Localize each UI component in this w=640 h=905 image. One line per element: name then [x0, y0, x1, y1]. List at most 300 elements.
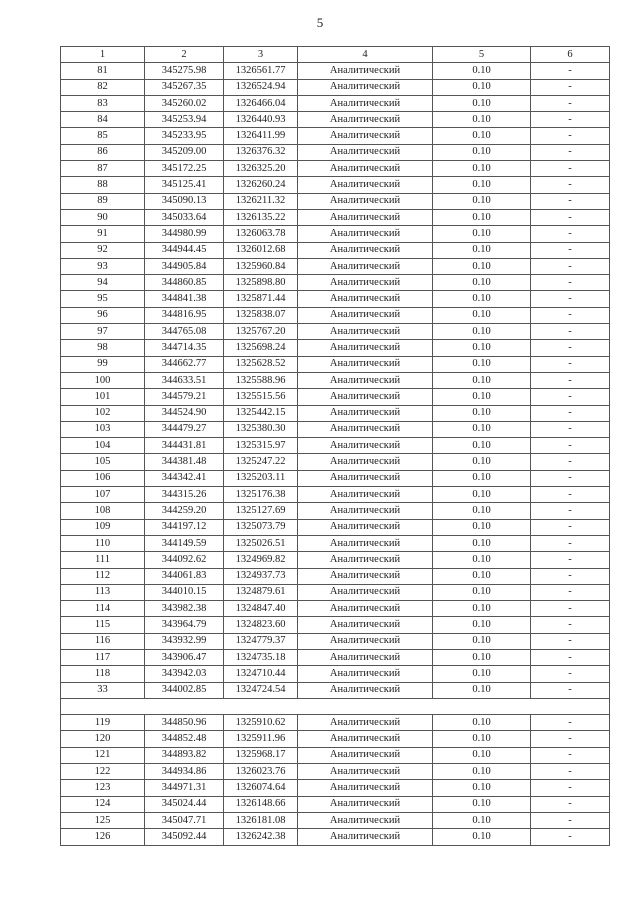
table-cell: - [531, 519, 610, 535]
table-cell: - [531, 372, 610, 388]
table-body [61, 47, 610, 846]
table-cell: 344315.26 [145, 487, 224, 503]
table-cell: Аналитический [298, 780, 433, 796]
table-cell: Аналитический [298, 487, 433, 503]
table-cell: 344944.45 [145, 242, 224, 258]
table-cell: - [531, 666, 610, 682]
table-cell: 0.10 [433, 682, 531, 698]
table-cell: 1325698.24 [224, 340, 298, 356]
table-cell: 112 [61, 568, 145, 584]
table-cell: Аналитический [298, 95, 433, 111]
table-row [61, 226, 610, 242]
table-cell: 0.10 [433, 584, 531, 600]
table-cell: 124 [61, 796, 145, 812]
separator-cell [61, 698, 610, 714]
table-cell: 114 [61, 601, 145, 617]
table-cell: 0.10 [433, 568, 531, 584]
table-cell: Аналитический [298, 193, 433, 209]
table-cell: 126 [61, 829, 145, 845]
table-cell: 345260.02 [145, 95, 224, 111]
table-cell: 1325380.30 [224, 421, 298, 437]
table-cell: 1325515.56 [224, 389, 298, 405]
table-cell: 0.10 [433, 144, 531, 160]
table-cell: 1324735.18 [224, 649, 298, 665]
table-row [61, 470, 610, 486]
table-cell: - [531, 584, 610, 600]
table-cell: Аналитический [298, 682, 433, 698]
table-row [61, 356, 610, 372]
table-cell: Аналитический [298, 796, 433, 812]
table-cell: 344905.84 [145, 258, 224, 274]
table-cell: 0.10 [433, 209, 531, 225]
table-row [61, 649, 610, 665]
table-row [61, 63, 610, 79]
table-cell: 1325911.96 [224, 731, 298, 747]
table-cell: 1326211.32 [224, 193, 298, 209]
table-cell: Аналитический [298, 177, 433, 193]
table-cell: 0.10 [433, 747, 531, 763]
table-cell: 1324879.61 [224, 584, 298, 600]
table-row [61, 144, 610, 160]
table-cell: 121 [61, 747, 145, 763]
table-cell: 0.10 [433, 193, 531, 209]
table-cell: Аналитический [298, 731, 433, 747]
table-cell: - [531, 829, 610, 845]
table-cell: 110 [61, 535, 145, 551]
table-cell: 1324779.37 [224, 633, 298, 649]
table-cell: 0.10 [433, 79, 531, 95]
table-cell: - [531, 568, 610, 584]
table-row [61, 487, 610, 503]
table-cell: Аналитический [298, 470, 433, 486]
table-cell: 1325767.20 [224, 324, 298, 340]
table-cell: Аналитический [298, 633, 433, 649]
table-cell: 345090.13 [145, 193, 224, 209]
table-cell: 0.10 [433, 177, 531, 193]
table-cell: 117 [61, 649, 145, 665]
table-cell: 344479.27 [145, 421, 224, 437]
table-cell: 0.10 [433, 780, 531, 796]
column-header: 1 [61, 47, 145, 63]
table-cell: 343906.47 [145, 649, 224, 665]
table-cell: Аналитический [298, 112, 433, 128]
table-cell: 85 [61, 128, 145, 144]
table-cell: 1326063.78 [224, 226, 298, 242]
table-cell: 0.10 [433, 796, 531, 812]
table-cell: 344431.81 [145, 438, 224, 454]
table-cell: 344934.86 [145, 764, 224, 780]
table-cell: 1325315.97 [224, 438, 298, 454]
table-cell: 101 [61, 389, 145, 405]
table-cell: 1325910.62 [224, 715, 298, 731]
table-cell: 118 [61, 666, 145, 682]
table-cell: 344893.82 [145, 747, 224, 763]
column-header: 4 [298, 47, 433, 63]
table-row [61, 242, 610, 258]
table-cell: 0.10 [433, 63, 531, 79]
table-cell: 0.10 [433, 226, 531, 242]
table-cell: 1324937.73 [224, 568, 298, 584]
table-cell: - [531, 177, 610, 193]
table-cell: 83 [61, 95, 145, 111]
table-cell: 0.10 [433, 405, 531, 421]
column-header: 5 [433, 47, 531, 63]
table-row [61, 438, 610, 454]
table-cell: 345233.95 [145, 128, 224, 144]
table-cell: Аналитический [298, 666, 433, 682]
table-cell: 345209.00 [145, 144, 224, 160]
table-cell: - [531, 79, 610, 95]
table-cell: 94 [61, 275, 145, 291]
table-cell: 344971.31 [145, 780, 224, 796]
table-cell: 0.10 [433, 372, 531, 388]
table-cell: 0.10 [433, 470, 531, 486]
table-cell: 104 [61, 438, 145, 454]
table-cell: 0.10 [433, 258, 531, 274]
table-cell: Аналитический [298, 79, 433, 95]
table-row [61, 601, 610, 617]
table-cell: Аналитический [298, 161, 433, 177]
table-cell: 81 [61, 63, 145, 79]
table-cell: 1326325.20 [224, 161, 298, 177]
table-cell: Аналитический [298, 715, 433, 731]
table-cell: 344662.77 [145, 356, 224, 372]
table-cell: Аналитический [298, 324, 433, 340]
table-cell: 343964.79 [145, 617, 224, 633]
table-cell: 344816.95 [145, 307, 224, 323]
table-cell: 1325960.84 [224, 258, 298, 274]
column-header: 6 [531, 47, 610, 63]
table-cell: - [531, 601, 610, 617]
table-cell: - [531, 764, 610, 780]
table-cell: - [531, 421, 610, 437]
table-cell: 100 [61, 372, 145, 388]
table-cell: Аналитический [298, 601, 433, 617]
table-cell: 91 [61, 226, 145, 242]
table-cell: 0.10 [433, 128, 531, 144]
table-cell: - [531, 193, 610, 209]
table-cell: 1326440.93 [224, 112, 298, 128]
table-row [61, 715, 610, 731]
table-cell: 1326561.77 [224, 63, 298, 79]
table-cell: 345172.25 [145, 161, 224, 177]
table-cell: 123 [61, 780, 145, 796]
table-cell: 93 [61, 258, 145, 274]
table-row [61, 535, 610, 551]
table-row [61, 79, 610, 95]
table-cell: 105 [61, 454, 145, 470]
table-cell: 107 [61, 487, 145, 503]
table-cell: 0.10 [433, 324, 531, 340]
table-cell: 344852.48 [145, 731, 224, 747]
table-row [61, 682, 610, 698]
table-cell: - [531, 682, 610, 698]
table-row [61, 812, 610, 828]
table-cell: 345267.35 [145, 79, 224, 95]
table-cell: 0.10 [433, 617, 531, 633]
table-cell: 98 [61, 340, 145, 356]
column-header: 2 [145, 47, 224, 63]
table-cell: - [531, 812, 610, 828]
table-cell: 99 [61, 356, 145, 372]
table-cell: Аналитический [298, 617, 433, 633]
table-cell: 33 [61, 682, 145, 698]
table-cell: 0.10 [433, 242, 531, 258]
table-cell: 116 [61, 633, 145, 649]
table-row [61, 128, 610, 144]
table-row [61, 552, 610, 568]
table-cell: - [531, 715, 610, 731]
table-cell: - [531, 796, 610, 812]
table-cell: 1326466.04 [224, 95, 298, 111]
table-row [61, 421, 610, 437]
table-separator-row [61, 698, 610, 714]
table-cell: 0.10 [433, 601, 531, 617]
table-cell: 344197.12 [145, 519, 224, 535]
table-row [61, 454, 610, 470]
table-cell: 1325203.11 [224, 470, 298, 486]
table-cell: 344381.48 [145, 454, 224, 470]
table-cell: 106 [61, 470, 145, 486]
table-row [61, 584, 610, 600]
table-cell: - [531, 242, 610, 258]
table-cell: Аналитический [298, 307, 433, 323]
table-cell: 89 [61, 193, 145, 209]
table-row [61, 503, 610, 519]
table-cell: 343942.03 [145, 666, 224, 682]
table-cell: - [531, 63, 610, 79]
table-cell: 343932.99 [145, 633, 224, 649]
table-cell: 88 [61, 177, 145, 193]
table-row [61, 324, 610, 340]
table-cell: 0.10 [433, 535, 531, 551]
table-cell: 1325026.51 [224, 535, 298, 551]
table-cell: 1326023.76 [224, 764, 298, 780]
table-cell: 122 [61, 764, 145, 780]
table-cell: Аналитический [298, 226, 433, 242]
table-row [61, 340, 610, 356]
table-row [61, 258, 610, 274]
table-cell: 1325247.22 [224, 454, 298, 470]
table-cell: Аналитический [298, 552, 433, 568]
table-cell: 344002.85 [145, 682, 224, 698]
table-cell: 0.10 [433, 731, 531, 747]
table-cell: 0.10 [433, 340, 531, 356]
table-cell: 1324724.54 [224, 682, 298, 698]
table-cell: - [531, 161, 610, 177]
table-row [61, 95, 610, 111]
table-cell: - [531, 405, 610, 421]
table-cell: 119 [61, 715, 145, 731]
table-cell: - [531, 291, 610, 307]
table-cell: 0.10 [433, 552, 531, 568]
table-cell: - [531, 470, 610, 486]
table-cell: - [531, 747, 610, 763]
table-cell: 344765.08 [145, 324, 224, 340]
table-cell: Аналитический [298, 144, 433, 160]
table-cell: 1325898.80 [224, 275, 298, 291]
table-cell: 1325073.79 [224, 519, 298, 535]
table-cell: - [531, 780, 610, 796]
table-cell: 87 [61, 161, 145, 177]
table-cell: 111 [61, 552, 145, 568]
table-cell: 344579.21 [145, 389, 224, 405]
table-cell: - [531, 356, 610, 372]
table-cell: 103 [61, 421, 145, 437]
table-cell: 120 [61, 731, 145, 747]
table-row [61, 519, 610, 535]
table-cell: Аналитический [298, 209, 433, 225]
table-row [61, 731, 610, 747]
table-cell: - [531, 275, 610, 291]
table-row [61, 161, 610, 177]
table-cell: 0.10 [433, 161, 531, 177]
table-cell: Аналитический [298, 584, 433, 600]
table-cell: Аналитический [298, 568, 433, 584]
table-row [61, 747, 610, 763]
table-cell: 0.10 [433, 829, 531, 845]
table-cell: Аналитический [298, 829, 433, 845]
table-cell: Аналитический [298, 812, 433, 828]
table-cell: - [531, 209, 610, 225]
table-cell: - [531, 633, 610, 649]
table-cell: 344342.41 [145, 470, 224, 486]
table-cell: 86 [61, 144, 145, 160]
table-cell: 344850.96 [145, 715, 224, 731]
table-cell: 1326411.99 [224, 128, 298, 144]
table-cell: 102 [61, 405, 145, 421]
table-cell: - [531, 649, 610, 665]
table-cell: Аналитический [298, 63, 433, 79]
table-cell: - [531, 454, 610, 470]
table-cell: 1326135.22 [224, 209, 298, 225]
table-cell: - [531, 340, 610, 356]
table-cell: 1324847.40 [224, 601, 298, 617]
table-cell: 1325968.17 [224, 747, 298, 763]
table-cell: 0.10 [433, 438, 531, 454]
table-cell: 115 [61, 617, 145, 633]
table-cell: 1326260.24 [224, 177, 298, 193]
table-cell: 345125.41 [145, 177, 224, 193]
table-cell: 344524.90 [145, 405, 224, 421]
table-cell: 96 [61, 307, 145, 323]
table-cell: - [531, 128, 610, 144]
table-cell: Аналитический [298, 258, 433, 274]
table-cell: Аналитический [298, 356, 433, 372]
table-cell: - [531, 258, 610, 274]
table-cell: 0.10 [433, 487, 531, 503]
table-cell: 1324823.60 [224, 617, 298, 633]
table-cell: Аналитический [298, 275, 433, 291]
table-cell: Аналитический [298, 421, 433, 437]
table-cell: 344860.85 [145, 275, 224, 291]
table-cell: 0.10 [433, 454, 531, 470]
table-cell: 0.10 [433, 764, 531, 780]
table-cell: 0.10 [433, 812, 531, 828]
table-cell: 345033.64 [145, 209, 224, 225]
table-cell: - [531, 731, 610, 747]
table-cell: 0.10 [433, 421, 531, 437]
table-cell: 1326012.68 [224, 242, 298, 258]
table-cell: 0.10 [433, 633, 531, 649]
table-cell: 0.10 [433, 389, 531, 405]
table-row [61, 796, 610, 812]
table-cell: - [531, 95, 610, 111]
table-cell: 92 [61, 242, 145, 258]
table-cell: - [531, 389, 610, 405]
table-cell: 0.10 [433, 307, 531, 323]
table-cell: 97 [61, 324, 145, 340]
table-cell: - [531, 535, 610, 551]
table-cell: Аналитический [298, 535, 433, 551]
table-cell: 1326148.66 [224, 796, 298, 812]
table-row [61, 666, 610, 682]
table-row [61, 829, 610, 845]
table-cell: 1325176.38 [224, 487, 298, 503]
table-row [61, 372, 610, 388]
table-cell: 0.10 [433, 95, 531, 111]
table-row [61, 405, 610, 421]
table-cell: 0.10 [433, 519, 531, 535]
table-cell: 1326242.38 [224, 829, 298, 845]
table-cell: 344633.51 [145, 372, 224, 388]
table-cell: Аналитический [298, 764, 433, 780]
table-row [61, 780, 610, 796]
table-cell: 108 [61, 503, 145, 519]
table-cell: 84 [61, 112, 145, 128]
table-cell: 1326524.94 [224, 79, 298, 95]
table-cell: Аналитический [298, 389, 433, 405]
table-row [61, 764, 610, 780]
table-cell: 345024.44 [145, 796, 224, 812]
table-cell: 90 [61, 209, 145, 225]
table-cell: Аналитический [298, 405, 433, 421]
table-cell: 344092.62 [145, 552, 224, 568]
table-cell: Аналитический [298, 503, 433, 519]
table-cell: 345092.44 [145, 829, 224, 845]
table-header-row [61, 47, 610, 63]
table-cell: - [531, 487, 610, 503]
table-cell: 345047.71 [145, 812, 224, 828]
table-row [61, 617, 610, 633]
table-cell: 0.10 [433, 291, 531, 307]
table-cell: Аналитический [298, 340, 433, 356]
table-cell: Аналитический [298, 649, 433, 665]
table-cell: 345253.94 [145, 112, 224, 128]
table-cell: 125 [61, 812, 145, 828]
table-cell: 1324969.82 [224, 552, 298, 568]
table-cell: Аналитический [298, 372, 433, 388]
table-cell: Аналитический [298, 454, 433, 470]
table-cell: - [531, 324, 610, 340]
table-cell: 1325127.69 [224, 503, 298, 519]
table-cell: 0.10 [433, 666, 531, 682]
table-cell: 343982.38 [145, 601, 224, 617]
table-cell: 109 [61, 519, 145, 535]
table-cell: 82 [61, 79, 145, 95]
table-cell: 344149.59 [145, 535, 224, 551]
table-cell: 1325871.44 [224, 291, 298, 307]
table-cell: - [531, 552, 610, 568]
table-cell: 1326376.32 [224, 144, 298, 160]
table-row [61, 209, 610, 225]
coordinates-table [60, 46, 610, 846]
table-cell: Аналитический [298, 291, 433, 307]
table-cell: 344714.35 [145, 340, 224, 356]
table-cell: - [531, 503, 610, 519]
table-cell: - [531, 307, 610, 323]
table-cell: 344841.38 [145, 291, 224, 307]
